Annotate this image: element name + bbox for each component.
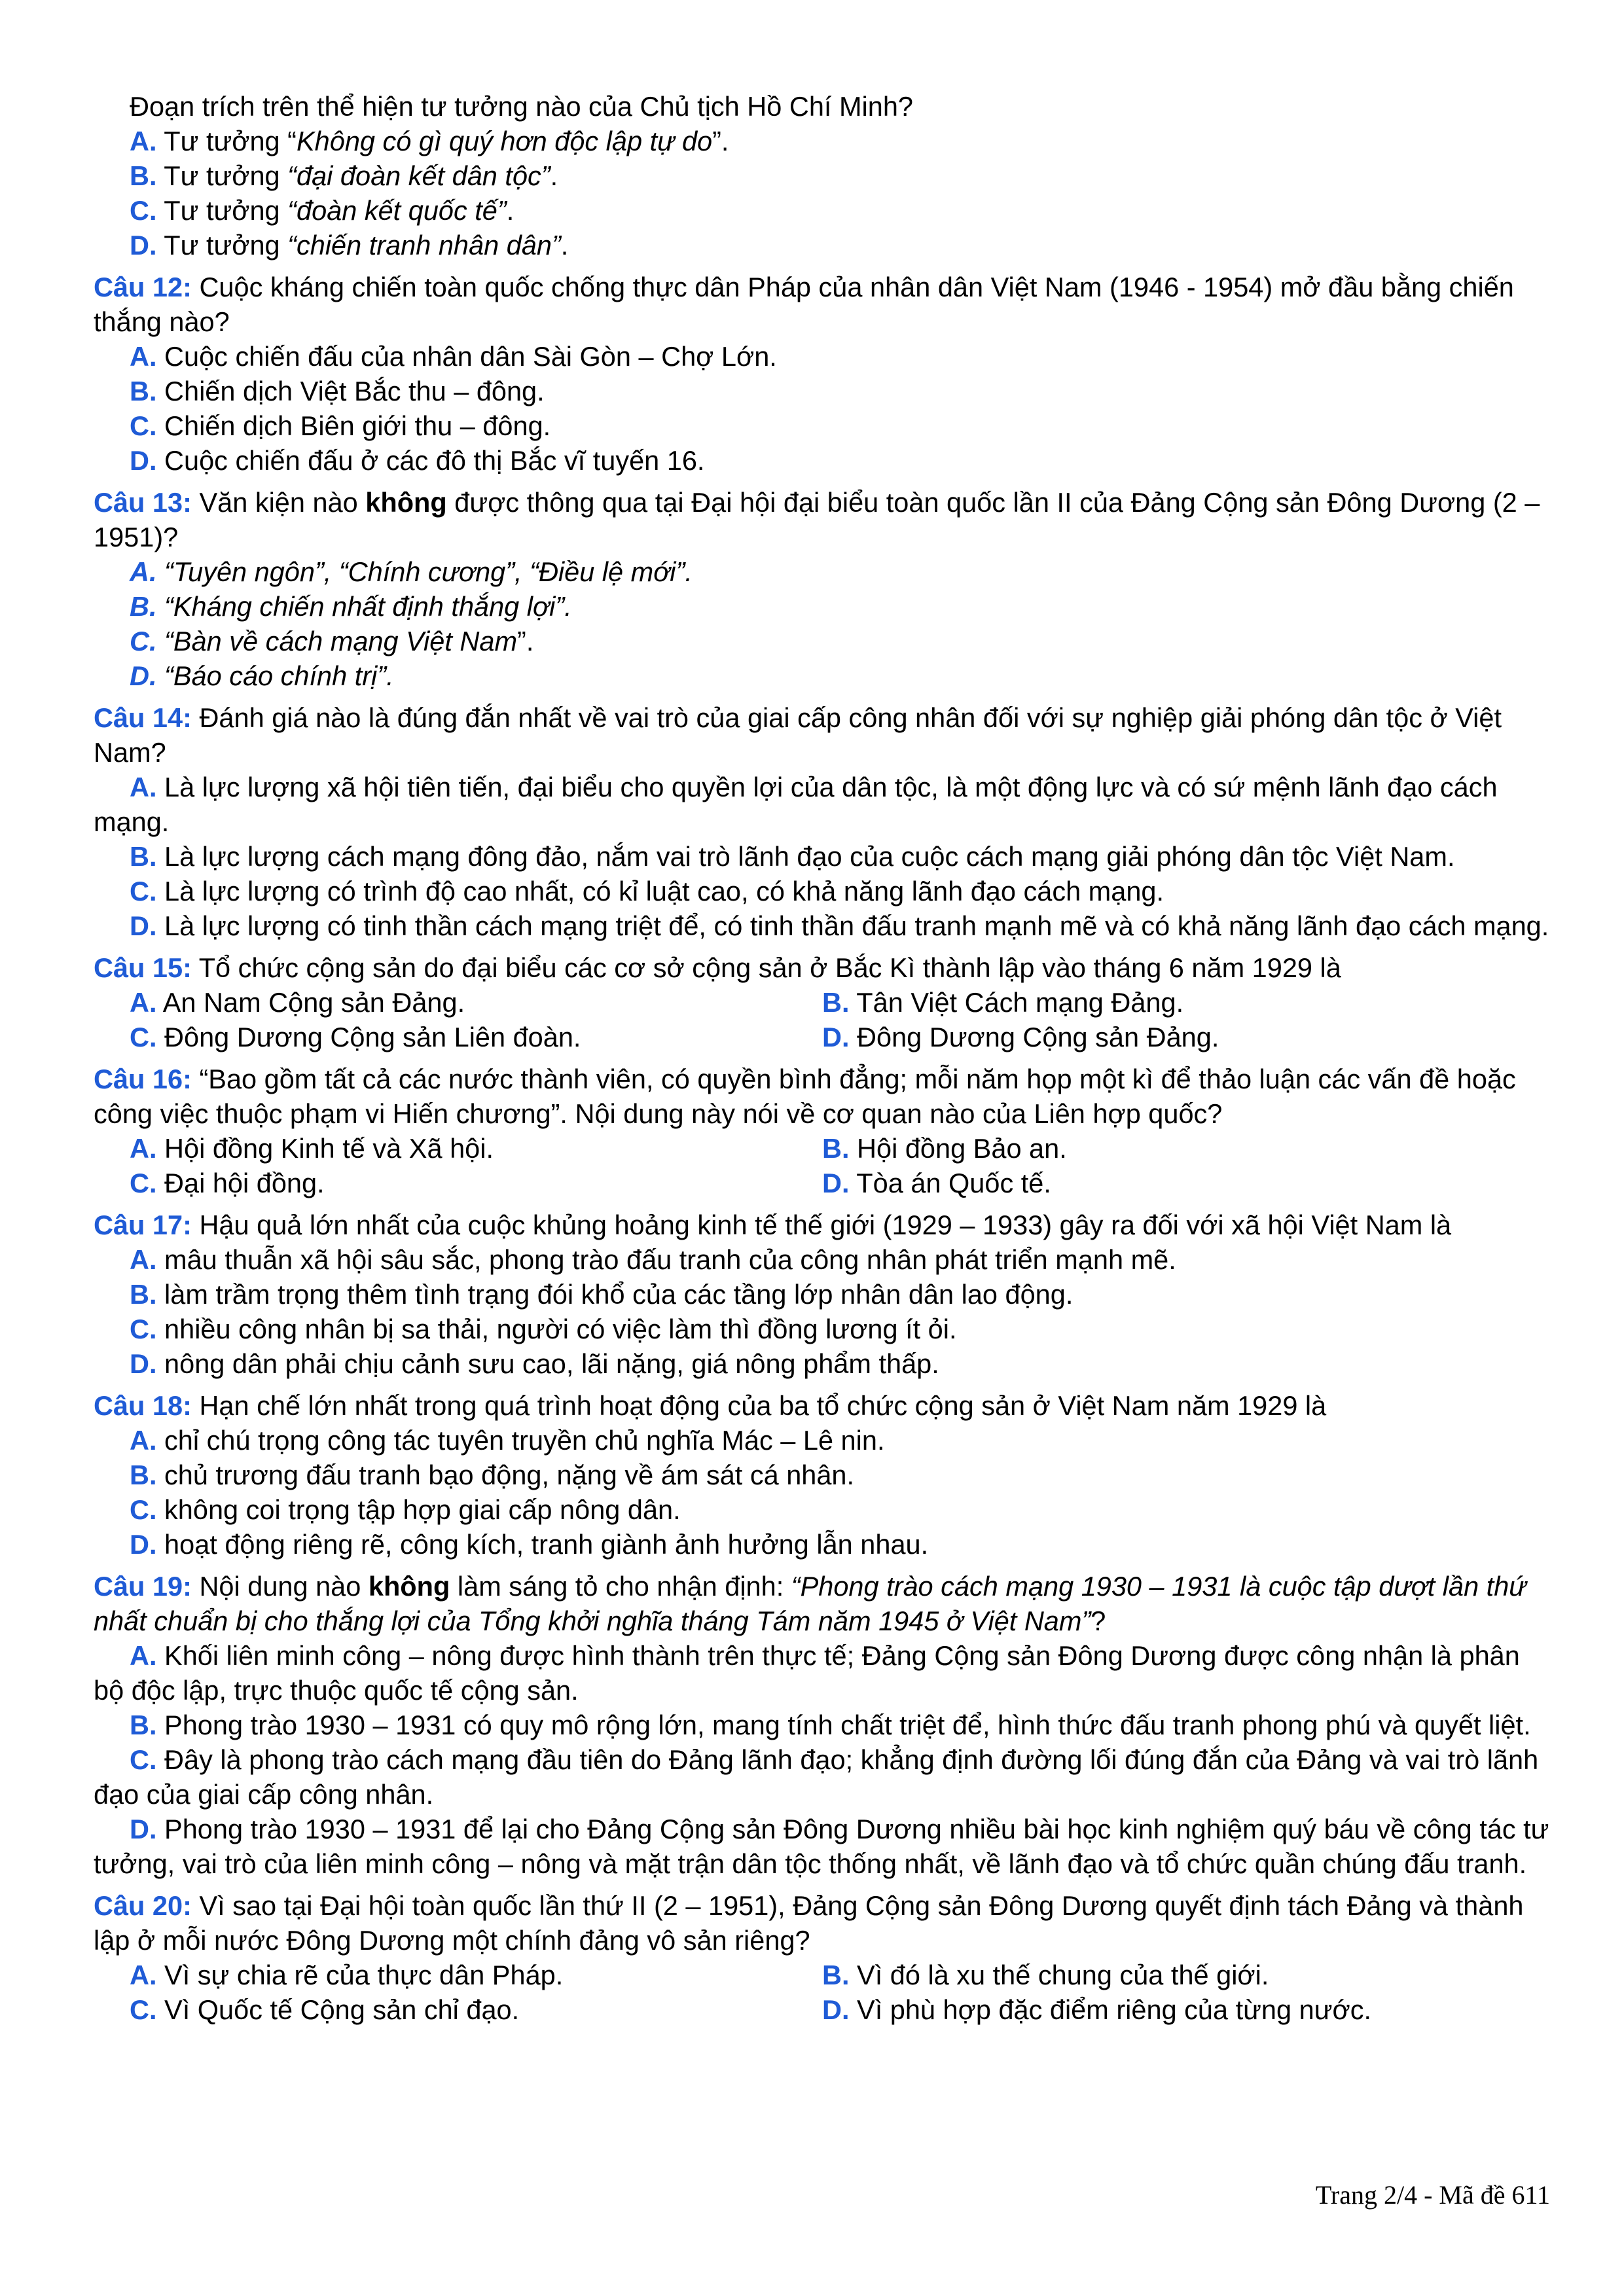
q16-option-c: C. Đại hội đồng. [130,1168,325,1198]
q18-option-c: C. không coi trọng tập hợp giai cấp nông dân. [130,1494,681,1525]
q18-option-b: B. chủ trương đấu tranh bạo động, nặng về ám sát cá nhân. [130,1460,855,1490]
q16-option-a: A. Hội đồng Kinh tế và Xã hội. [130,1133,494,1164]
q20-option-a: A. Vì sự chia rẽ của thực dân Pháp. [130,1960,564,1990]
q20-row-1 [94,1958,1553,1992]
q20-option-b: B. Vì đó là xu thế chung của thế giới. [822,1960,1269,1990]
q13-option-a: A. “Tuyên ngôn”, “Chính cương”, “Điều lệ mới”. [130,556,693,587]
q18-option-a: A. chỉ chú trọng công tác tuyên truyền chủ nghĩa Mác – Lê nin. [130,1425,885,1456]
q13-option-b: B. “Kháng chiến nhất định thắng lợi”. [130,591,572,622]
q14-option-a: A. Là lực lượng xã hội tiên tiến, đại biểu cho quyền lợi của dân tộc, là một động lực và có sứ mệnh lãnh đạo cách mạng. [94,772,1498,837]
q11-option-a: A. Tư tưởng “Không có gì quý hơn độc lập tự do”. [130,126,729,156]
q14-option-b: B. Là lực lượng cách mạng đông đảo, nắm vai trò lãnh đạo của cuộc cách mạng giải phóng dân tộc Việt Nam. [130,841,1455,872]
q19-option-b: B. Phong trào 1930 – 1931 có quy mô rộng lớn, mang tính chất triệt để, hình thức đấu tranh phong phú và quyết liệt. [130,1710,1531,1740]
q11-option-d: D. Tư tưởng “chiến tranh nhân dân”. [130,230,569,260]
q20-option-d: D. Vì phù hợp đặc điểm riêng của từng nước. [822,1994,1371,2025]
q16-stem: Câu 16: “Bao gồm tất cả các nước thành viên, có quyền bình đẳng; mỗi năm họp một kì để thảo luận các vấn đề hoặc công việc thuộc phạm vi Hiến chương”. Nội dung này nói về cơ quan nào của Liên hợp quốc? [94,1064,1516,1129]
q17-stem: Câu 17: Hậu quả lớn nhất của cuộc khủng hoảng kinh tế thế giới (1929 – 1933) gây ra đối với xã hội Việt Nam là [94,1210,1452,1240]
q12-option-a: A. Cuộc chiến đấu của nhân dân Sài Gòn – Chợ Lớn. [130,341,777,372]
q19-option-a: A. Khối liên minh công – nông được hình thành trên thực tế; Đảng Cộng sản Đông Dương được công nhận là phân bộ độc lập, trực thuộc quốc tế cộng sản. [94,1640,1520,1706]
q15-row-1 [94,985,1553,1020]
q14-stem: Câu 14: Đánh giá nào là đúng đắn nhất về vai trò của giai cấp công nhân đối với sự nghiệp giải phóng dân tộc ở Việt Nam? [94,702,1502,768]
q17-option-b: B. làm trầm trọng thêm tình trạng đói khổ của các tầng lớp nhân dân lao động. [130,1279,1074,1310]
q19-stem: Câu 19: Nội dung nào không làm sáng tỏ cho nhận định: “Phong trào cách mạng 1930 – 1931 là cuộc tập dượt lần thứ nhất chuẩn bị cho thắng lợi của Tổng khởi nghĩa tháng Tám năm 1945 ở Việt Nam”? [94,1571,1526,1636]
q12-option-b: B. Chiến dịch Việt Bắc thu – đông. [130,376,545,406]
q13-option-c: C. “Bàn về cách mạng Việt Nam”. [130,626,534,656]
q16-row-1 [94,1131,1553,1166]
q18-option-d: D. hoạt động riêng rẽ, công kích, tranh giành ảnh hưởng lẫn nhau. [130,1529,929,1560]
q15-option-a: A. An Nam Cộng sản Đảng. [130,987,465,1018]
q14-option-c: C. Là lực lượng có trình độ cao nhất, có kỉ luật cao, có khả năng lãnh đạo cách mạng. [130,876,1164,906]
q15-option-c: C. Đông Dương Cộng sản Liên đoàn. [130,1022,581,1052]
q15-option-d: D. Đông Dương Cộng sản Đảng. [822,1022,1219,1052]
q11-option-b: B. Tư tưởng “đại đoàn kết dân tộc”. [130,160,558,191]
q20-stem: Câu 20: Vì sao tại Đại hội toàn quốc lần thứ II (2 – 1951), Đảng Cộng sản Đông Dương quyết định tách Đảng và thành lập ở mỗi nước Đông Dương một chính đảng vô sản riêng? [94,1890,1524,1956]
q16-option-d: D. Tòa án Quốc tế. [822,1168,1051,1198]
q16-option-b: B. Hội đồng Bảo an. [822,1133,1067,1164]
q13-option-d: D. “Báo cáo chính trị”. [130,660,394,691]
q20-row-2 [94,1992,1553,2027]
q15-row-2 [94,1020,1553,1054]
q15-stem: Câu 15: Tổ chức cộng sản do đại biểu các cơ sở cộng sản ở Bắc Kì thành lập vào tháng 6 năm 1929 là [94,952,1341,983]
q11-stem-tail: Đoạn trích trên thể hiện tư tưởng nào của Chủ tịch Hồ Chí Minh? [130,91,913,122]
q19-option-c: C. Đây là phong trào cách mạng đầu tiên do Đảng lãnh đạo; khẳng định đường lối đúng đắn của Đảng và vai trò lãnh đạo của giai cấp công nhân. [94,1744,1539,1810]
page-footer: Trang 2/4 - Mã đề 611 [1315,2180,1550,2210]
q17-option-a: A. mâu thuẫn xã hội sâu sắc, phong trào đấu tranh của công nhân phát triển mạnh mẽ. [130,1244,1176,1275]
q13-stem: Câu 13: Văn kiện nào không được thông qua tại Đại hội đại biểu toàn quốc lần II của Đảng Cộng sản Đông Dương (2 – 1951)? [94,487,1540,552]
q14-option-d: D. Là lực lượng có tinh thần cách mạng triệt để, có tinh thần đấu tranh mạnh mẽ và có khả năng lãnh đạo cách mạng. [130,910,1549,941]
q17-option-d: D. nông dân phải chịu cảnh sưu cao, lãi nặng, giá nông phẩm thấp. [130,1348,939,1379]
q12-option-c: C. Chiến dịch Biên giới thu – đông. [130,410,551,441]
q18-stem: Câu 18: Hạn chế lớn nhất trong quá trình hoạt động của ba tổ chức cộng sản ở Việt Nam năm 1929 là [94,1390,1327,1421]
q15-option-b: B. Tân Việt Cách mạng Đảng. [822,987,1184,1018]
q20-option-c: C. Vì Quốc tế Cộng sản chỉ đạo. [130,1994,520,2025]
q17-option-c: C. nhiều công nhân bị sa thải, người có việc làm thì đồng lương ít ỏi. [130,1314,957,1344]
q12-option-d: D. Cuộc chiến đấu ở các đô thị Bắc vĩ tuyến 16. [130,445,705,476]
q12-stem: Câu 12: Cuộc kháng chiến toàn quốc chống thực dân Pháp của nhân dân Việt Nam (1946 - 1954) mở đầu bằng chiến thắng nào? [94,272,1514,337]
q19-option-d: D. Phong trào 1930 – 1931 để lại cho Đảng Cộng sản Đông Dương nhiều bài học kinh nghiệm quý báu về công tác tư tưởng, vai trò của liên minh công – nông và mặt trận dân tộc thống nhất, về lãnh đạo và tổ chức quần chúng đấu tranh. [94,1814,1549,1879]
exam-page [94,89,1553,2027]
q11-option-c: C. Tư tưởng “đoàn kết quốc tế”. [130,195,514,226]
q16-row-2 [94,1166,1553,1200]
